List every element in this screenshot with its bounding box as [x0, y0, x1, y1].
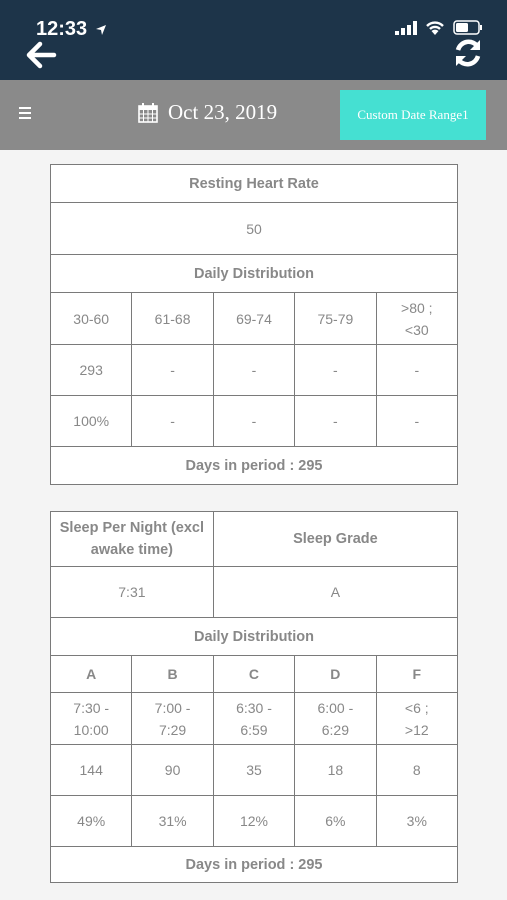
range-line: 10:00	[73, 721, 109, 738]
range-cell	[51, 693, 132, 745]
range-cell	[213, 693, 294, 745]
sleep-percent-row	[51, 796, 458, 847]
location-arrow-icon	[95, 24, 107, 36]
percent-cell: 12%	[213, 796, 294, 847]
percent-cell: 31%	[132, 796, 213, 847]
hamburger-menu-icon[interactable]	[18, 104, 36, 122]
sleep-days-in-period: Days in period : 295	[51, 847, 458, 883]
count-cell: 18	[295, 745, 376, 796]
battery-icon	[453, 20, 483, 35]
heart-rate-value: 50	[51, 203, 458, 255]
grade-cell: C	[213, 656, 294, 693]
grade-cell: D	[295, 656, 376, 693]
sleep-count-row	[51, 745, 458, 796]
range-line: <30	[404, 321, 429, 338]
range-line: 7:30 -	[73, 699, 110, 716]
sleep-label-line: awake time)	[90, 542, 173, 558]
heart-rate-count-row	[51, 345, 458, 396]
range-line: <6 ;	[404, 699, 429, 716]
count-cell: -	[132, 345, 213, 396]
count-cell: 8	[376, 745, 457, 796]
range-cell: 30-60	[51, 293, 132, 345]
date-picker[interactable]	[138, 100, 277, 125]
clock-text: 12:33	[36, 18, 88, 40]
percent-cell: 3%	[376, 796, 457, 847]
wifi-icon	[425, 20, 445, 35]
count-cell: -	[213, 345, 294, 396]
percent-cell: -	[213, 396, 294, 447]
range-line: >12	[404, 721, 429, 738]
heart-rate-title: Resting Heart Rate	[51, 165, 458, 203]
range-line: 7:29	[158, 721, 187, 738]
calendar-icon	[138, 103, 158, 123]
grade-cell: A	[51, 656, 132, 693]
grade-cell: F	[376, 656, 457, 693]
custom-date-range-button[interactable]: Custom Date Range1	[340, 90, 486, 140]
percent-cell: 100%	[51, 396, 132, 447]
percent-cell: 49%	[51, 796, 132, 847]
range-cell: 69-74	[213, 293, 294, 345]
percent-cell: 6%	[295, 796, 376, 847]
range-cell	[376, 293, 457, 345]
range-line: 6:00 -	[317, 699, 354, 716]
count-cell: -	[295, 345, 376, 396]
percent-cell: -	[132, 396, 213, 447]
sleep-grade-row	[51, 656, 458, 693]
range-line: 7:00 -	[154, 699, 191, 716]
sleep-grade-header: Sleep Grade	[213, 512, 457, 567]
status-bar	[0, 0, 507, 80]
sleep-distribution-title: Daily Distribution	[51, 618, 458, 656]
count-cell: 90	[132, 745, 213, 796]
sleep-per-night-value: 7:31	[51, 567, 214, 618]
range-cell	[376, 693, 457, 745]
sleep-per-night-header	[51, 512, 214, 567]
range-line: 6:29	[321, 721, 349, 738]
date-toolbar	[0, 80, 507, 150]
count-cell: 144	[51, 745, 132, 796]
range-cell: 61-68	[132, 293, 213, 345]
range-line: 6:59	[240, 721, 268, 738]
heart-rate-percent-row	[51, 396, 458, 447]
heart-rate-table	[50, 164, 458, 485]
sleep-grade-value: A	[213, 567, 457, 618]
count-cell: -	[376, 345, 457, 396]
system-icons	[395, 20, 483, 35]
count-cell: 293	[51, 345, 132, 396]
range-line: >80 ;	[401, 299, 433, 316]
sleep-label-line: Sleep Per Night (excl	[59, 520, 205, 536]
range-cell	[132, 693, 213, 745]
heart-rate-range-row	[51, 293, 458, 345]
signal-icon	[395, 21, 417, 35]
range-line: 6:30 -	[236, 699, 272, 716]
refresh-icon[interactable]	[451, 36, 485, 70]
heart-rate-distribution-title: Daily Distribution	[51, 255, 458, 293]
percent-cell: -	[376, 396, 457, 447]
grade-cell: B	[132, 656, 213, 693]
back-arrow-icon[interactable]	[24, 38, 58, 72]
count-cell: 35	[213, 745, 294, 796]
sleep-table	[50, 511, 458, 883]
percent-cell: -	[295, 396, 376, 447]
range-cell: 75-79	[295, 293, 376, 345]
sleep-range-row	[51, 693, 458, 745]
range-cell	[295, 693, 376, 745]
selected-date: Oct 23, 2019	[168, 100, 278, 124]
heart-rate-days-in-period: Days in period : 295	[51, 447, 458, 485]
